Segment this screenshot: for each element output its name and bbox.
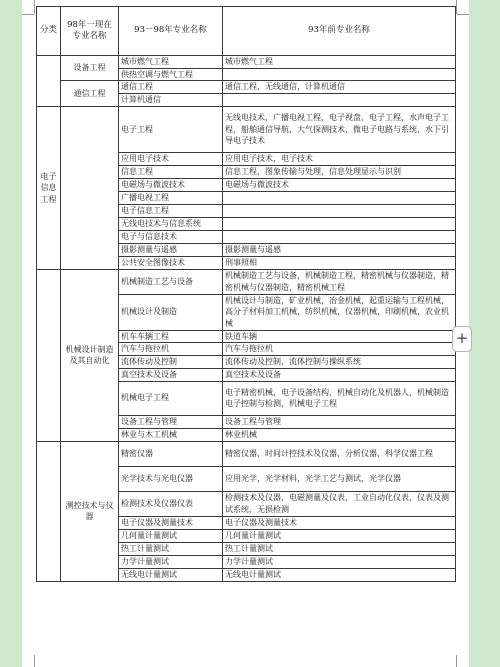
major-9398-cell: 应用电子技术 <box>119 153 223 166</box>
crop-mark-bottom-left <box>34 655 35 667</box>
major-9398-cell: 摄影测量与遥感 <box>119 243 223 256</box>
table-row <box>37 269 456 294</box>
major-pre93-cell <box>223 94 456 107</box>
major-pre93-cell <box>223 68 456 81</box>
major-pre93-cell: 通信工程，无线通信，计算机通信 <box>223 81 456 94</box>
table-row <box>37 81 456 94</box>
major-9398-cell: 电子工程 <box>119 107 223 153</box>
crop-mark-top-right <box>457 14 469 15</box>
major-9398-cell: 热工计量测试 <box>119 542 223 555</box>
major-9398-cell: 几何量计量测试 <box>119 529 223 542</box>
major-pre93-cell: 几何量计量测试 <box>223 529 456 542</box>
add-button[interactable]: + <box>452 326 472 352</box>
since98-major-cell: 测控技术与仪器 <box>61 441 119 581</box>
major-name-table <box>36 6 456 582</box>
category-cell <box>37 269 61 441</box>
major-9398-cell: 城市燃气工程 <box>119 56 223 69</box>
major-9398-cell: 设备工程与管理 <box>119 415 223 428</box>
major-pre93-cell: 铁道车辆 <box>223 330 456 343</box>
major-pre93-cell: 设备工程与管理 <box>223 415 456 428</box>
major-pre93-cell: 精密仪器，时间计控技术及仪器，分析仪器，科学仪器工程 <box>223 441 456 466</box>
major-pre93-cell: 林业机械 <box>223 428 456 441</box>
major-9398-cell: 计算机通信 <box>119 94 223 107</box>
major-pre93-cell: 信息工程，图象传输与处理，信息处理显示与识别 <box>223 165 456 178</box>
major-9398-cell: 精密仪器 <box>119 441 223 466</box>
major-pre93-cell: 真空技术及设备 <box>223 368 456 381</box>
category-cell <box>37 56 61 107</box>
major-9398-cell: 信息工程 <box>119 165 223 178</box>
table-header-row <box>37 7 456 56</box>
crop-mark-bottom-right <box>456 655 457 667</box>
header-since98: 98年一现在专业名称 <box>61 7 119 56</box>
major-pre93-cell: 汽车与拖拉机 <box>223 343 456 356</box>
table-row <box>37 56 456 69</box>
table-body <box>37 56 456 582</box>
crop-mark-top-right-v <box>456 0 457 14</box>
category-cell: 电子信息工程 <box>37 107 61 270</box>
major-9398-cell: 机械电子工程 <box>119 381 223 415</box>
major-pre93-cell: 电子精密机械，电子设备结构，机械自动化及机器人，机械制造电子控制与检测，机械电子工程 <box>223 381 456 415</box>
table-row <box>37 441 456 466</box>
category-cell <box>37 441 61 581</box>
header-category: 分类 <box>37 7 61 56</box>
major-9398-cell: 汽车与拖拉机 <box>119 343 223 356</box>
major-pre93-cell <box>223 230 456 243</box>
major-pre93-cell: 力学计量测试 <box>223 555 456 568</box>
crop-mark-top-left-v <box>34 0 35 14</box>
major-pre93-cell: 检测技术及仪器，电磁测量及仪表，工业自动化仪表，仪表及测试系统，无损检测 <box>223 491 456 516</box>
major-pre93-cell: 无线电计量测试 <box>223 568 456 581</box>
major-9398-cell: 流体传动及控制 <box>119 355 223 368</box>
major-pre93-cell: 无线电技术，广播电视工程，电子视盘，电子工程，水声电子工程，船舶通信导航，大气探测技术，微电子电路与系统，水下引导电子技术 <box>223 107 456 153</box>
major-pre93-cell: 摄影测量与遥感 <box>223 243 456 256</box>
major-pre93-cell <box>223 204 456 217</box>
major-pre93-cell: 机械制造工艺与设备，机械制造工程，精密机械与仪器制造，精密机械与仪器制造，精密机械工程 <box>223 269 456 294</box>
major-9398-cell: 公共安全图像技术 <box>119 256 223 269</box>
major-pre93-cell <box>223 217 456 230</box>
major-9398-cell: 无线电技术与信息系统 <box>119 217 223 230</box>
major-9398-cell: 真空技术及设备 <box>119 368 223 381</box>
major-9398-cell: 广播电视工程 <box>119 191 223 204</box>
major-9398-cell: 电子与信息技术 <box>119 230 223 243</box>
table-row <box>37 107 456 153</box>
major-9398-cell: 林业与木工机械 <box>119 428 223 441</box>
major-9398-cell: 机车车辆工程 <box>119 330 223 343</box>
major-9398-cell: 电子仪器及测量技术 <box>119 516 223 529</box>
major-9398-cell: 电子信息工程 <box>119 204 223 217</box>
since98-major-cell: 机械设计制造及其自动化 <box>61 269 119 441</box>
since98-major-cell <box>61 107 119 270</box>
major-9398-cell: 机械设计及制造 <box>119 294 223 330</box>
major-pre93-cell <box>223 191 456 204</box>
major-pre93-cell: 应用光学，光学材料，光学工艺与测试，光学仪器 <box>223 466 456 491</box>
major-pre93-cell: 电磁场与微波技术 <box>223 178 456 191</box>
major-pre93-cell: 电子仪器及测量技术 <box>223 516 456 529</box>
major-9398-cell: 通信工程 <box>119 81 223 94</box>
major-pre93-cell: 流体传动及控制，流体控制与操纵系统 <box>223 355 456 368</box>
major-pre93-cell: 应用电子技术，电子技术 <box>223 153 456 166</box>
document-page <box>22 0 469 667</box>
major-9398-cell: 光学技术与光电仪器 <box>119 466 223 491</box>
since98-major-cell: 设备工程 <box>61 56 119 81</box>
major-9398-cell: 检测技术及仪器仪表 <box>119 491 223 516</box>
major-9398-cell: 无线电计量测试 <box>119 568 223 581</box>
since98-major-cell: 通信工程 <box>61 81 119 107</box>
major-9398-cell: 力学计量测试 <box>119 555 223 568</box>
major-pre93-cell: 刑事照相 <box>223 256 456 269</box>
header-9398: 93－98年专业名称 <box>119 7 223 56</box>
major-pre93-cell: 城市燃气工程 <box>223 56 456 69</box>
major-pre93-cell: 热工计量测试 <box>223 542 456 555</box>
major-9398-cell: 供热空调与燃气工程 <box>119 68 223 81</box>
major-9398-cell: 机械制造工艺与设备 <box>119 269 223 294</box>
major-9398-cell: 电磁场与微波技术 <box>119 178 223 191</box>
major-pre93-cell: 机械设计与制造，矿业机械，冶金机械，起重运输与工程机械，高分子材料加工机械，纺织机械，仪器机械，印刷机械，农业机械 <box>223 294 456 330</box>
crop-mark-top-left <box>22 14 34 15</box>
header-pre93: 93年前专业名称 <box>223 7 456 56</box>
